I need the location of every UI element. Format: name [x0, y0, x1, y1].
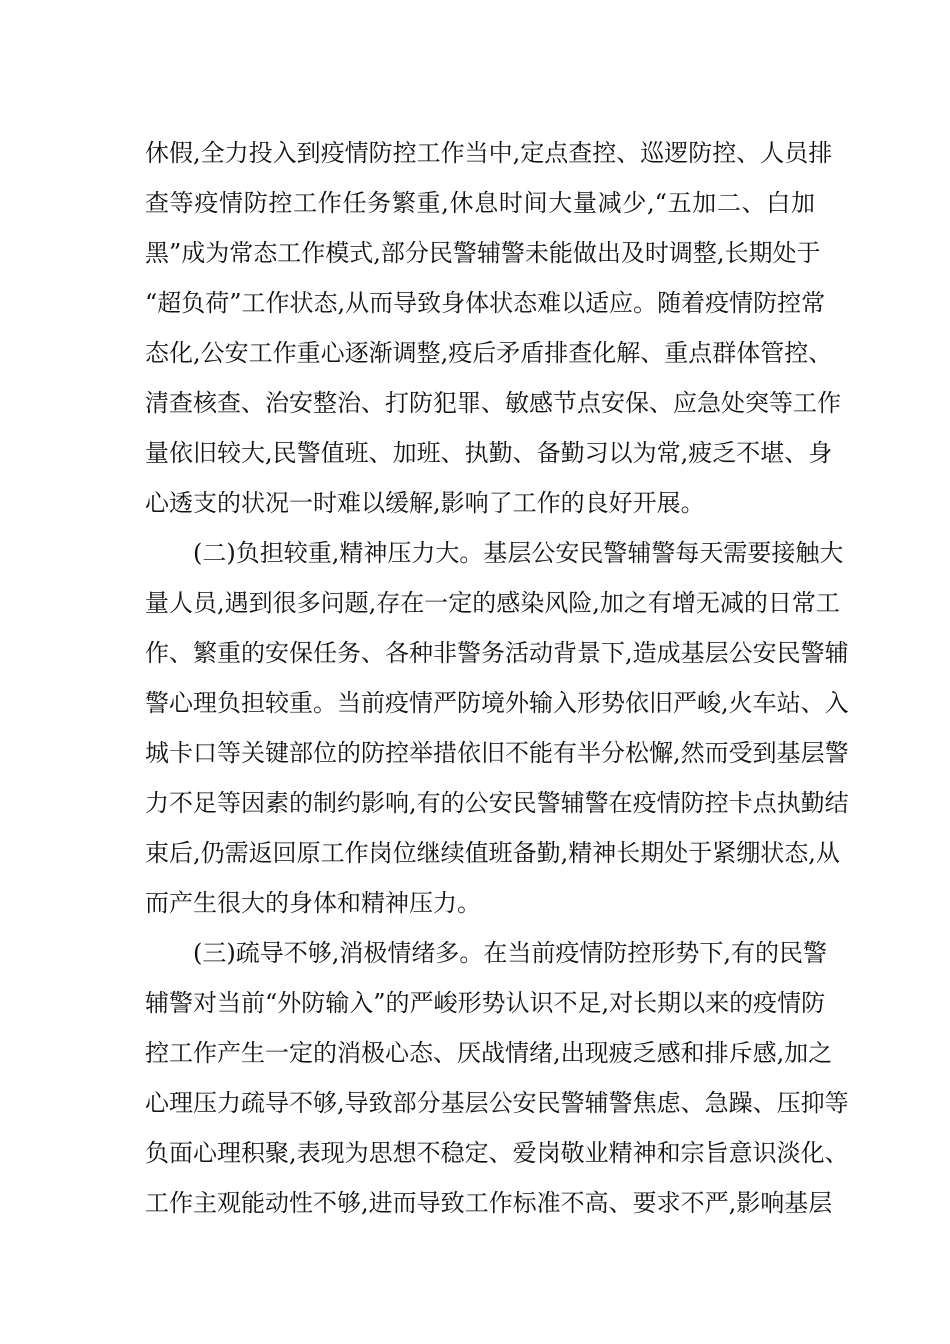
text-line: 黑”成为常态工作模式,部分民警辅警未能做出及时调整,长期处于: [145, 239, 821, 267]
text-line: “超负荷”工作状态,从而导致身体状态难以适应。随着疫情防控常: [145, 289, 826, 317]
text-line: 查等疫情防控工作任务繁重,休息时间大量减少,“五加二、白加: [145, 189, 815, 217]
text-line: 清查核查、治安整治、打防犯罪、敏感节点安保、应急处突等工作: [145, 389, 841, 417]
paragraph-heading-line: (三)疏导不够,消极情绪多。在当前疫情防控形势下,有的民警: [193, 939, 827, 967]
text-line: 心理压力疏导不够,导致部分基层公安民警辅警焦虑、急躁、压抑等: [145, 1089, 849, 1117]
text-line: 作、繁重的安保任务、各种非警务活动背景下,造成基层公安民警辅: [145, 639, 849, 667]
text-line: 量人员,遇到很多问题,存在一定的感染风险,加之有增无减的日常工: [145, 589, 840, 617]
text-line: 辅警对当前“外防输入”的严峻形势认识不足,对长期以来的疫情防: [145, 989, 826, 1017]
text-line: 力不足等因素的制约影响,有的公安民警辅警在疫情防控卡点执勤结: [145, 789, 849, 817]
text-line: 负面心理积聚,表现为思想不稳定、爱岗敬业精神和宗旨意识淡化、: [145, 1139, 849, 1167]
paragraph-heading-line: (二)负担较重,精神压力大。基层公安民警辅警每天需要接触大: [193, 539, 844, 567]
text-line: 态化,公安工作重心逐渐调整,疫后矛盾排查化解、重点群体管控、: [145, 339, 833, 367]
text-line: 警心理负担较重。当前疫情严防境外输入形势依旧严峻,火车站、入: [145, 689, 849, 717]
text-line: 束后,仍需返回原工作岗位继续值班备勤,精神长期处于紧绷状态,从: [145, 839, 840, 867]
text-line: 工作主观能动性不够,进而导致工作标准不高、要求不严,影响基层: [145, 1189, 833, 1217]
text-line: 而产生很大的身体和精神压力。: [145, 889, 481, 917]
text-line: 心透支的状况一时难以缓解,影响了工作的良好开展。: [145, 489, 705, 517]
text-line: 休假,全力投入到疫情防控工作当中,定点查控、巡逻防控、人员排: [145, 139, 833, 167]
body-text: [145, 128, 849, 1228]
text-line: 城卡口等关键部位的防控举措依旧不能有半分松懈,然而受到基层警: [145, 739, 849, 767]
text-line: 量依旧较大,民警值班、加班、执勤、备勤习以为常,疲乏不堪、身: [145, 439, 833, 467]
text-line: 控工作产生一定的消极心态、厌战情绪,出现疲乏感和排斥感,加之: [145, 1039, 833, 1067]
